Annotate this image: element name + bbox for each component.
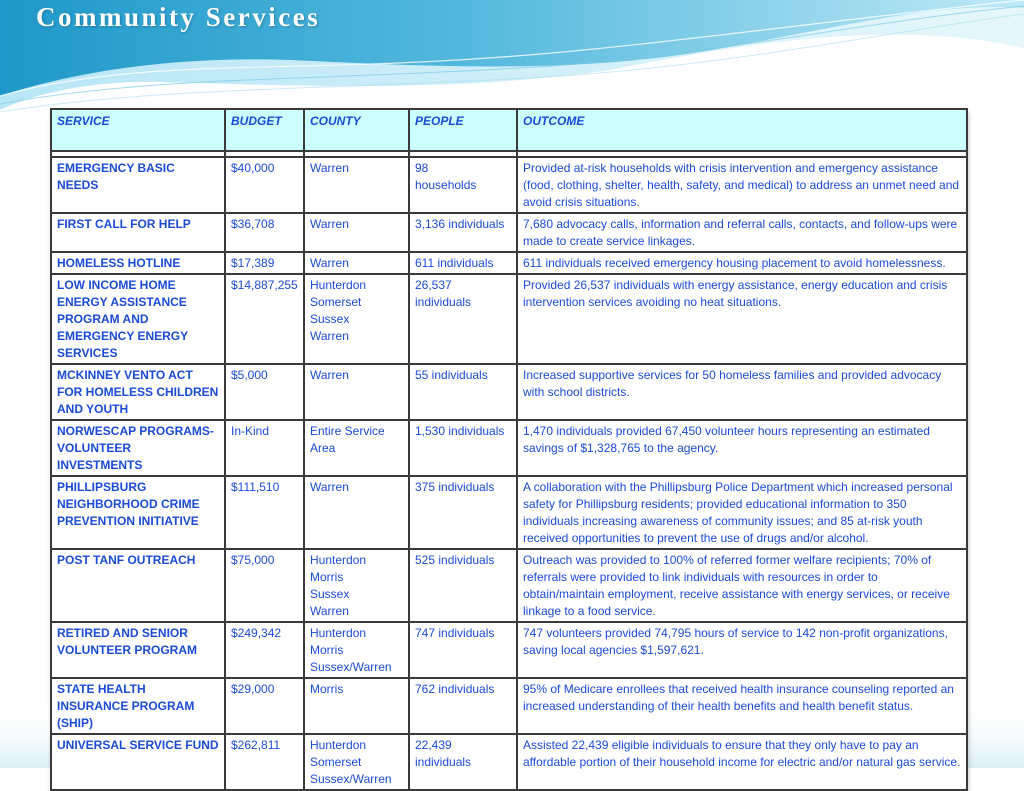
outcome-cell: Provided 26,537 individuals with energy assistance, energy education and crisis intervention services avoiding no heat situations. bbox=[517, 274, 967, 364]
table-row bbox=[51, 549, 967, 622]
county-cell: Warren bbox=[304, 213, 409, 252]
table-row bbox=[51, 157, 967, 213]
people-cell: 375 individuals bbox=[409, 476, 517, 549]
slide-title: Community Services bbox=[36, 2, 321, 32]
county-cell: Hunterdon Somerset Sussex/Warren bbox=[304, 734, 409, 790]
budget-cell: In-Kind bbox=[225, 420, 304, 476]
header-outcome: OUTCOME bbox=[517, 109, 967, 151]
budget-cell: $17,389 bbox=[225, 252, 304, 274]
services-table-container bbox=[50, 108, 966, 791]
budget-cell: $5,000 bbox=[225, 364, 304, 420]
outcome-cell: 1,470 individuals provided 67,450 volunteer hours representing an estimated savings of $1,328,765 to the agency. bbox=[517, 420, 967, 476]
service-cell: POST TANF OUTREACH bbox=[51, 549, 225, 622]
outcome-cell: Outreach was provided to 100% of referred former welfare recipients; 70% of referrals were provided to link individuals with resources in order to obtain/maintain employment, receive assistance with energy services, or receive linkage to a food service. bbox=[517, 549, 967, 622]
county-cell: Hunterdon Morris Sussex Warren bbox=[304, 549, 409, 622]
table-row bbox=[51, 274, 967, 364]
budget-cell: $111,510 bbox=[225, 476, 304, 549]
budget-cell: $249,342 bbox=[225, 622, 304, 678]
service-cell: LOW INCOME HOME ENERGY ASSISTANCE PROGRAM AND EMERGENCY ENERGY SERVICES bbox=[51, 274, 225, 364]
outcome-cell: Increased supportive services for 50 homeless families and provided advocacy with school districts. bbox=[517, 364, 967, 420]
table-row bbox=[51, 213, 967, 252]
county-cell: Hunterdon Morris Sussex/Warren bbox=[304, 622, 409, 678]
budget-cell: $29,000 bbox=[225, 678, 304, 734]
county-cell: Morris bbox=[304, 678, 409, 734]
budget-cell: $262,811 bbox=[225, 734, 304, 790]
service-cell: PHILLIPSBURG NEIGHBORHOOD CRIME PREVENTION INITIATIVE bbox=[51, 476, 225, 549]
header-people: PEOPLE bbox=[409, 109, 517, 151]
people-cell: 3,136 individuals bbox=[409, 213, 517, 252]
budget-cell: $40,000 bbox=[225, 157, 304, 213]
budget-cell: $36,708 bbox=[225, 213, 304, 252]
people-cell: 525 individuals bbox=[409, 549, 517, 622]
outcome-cell: Provided at-risk households with crisis intervention and emergency assistance (food, clothing, shelter, health, safety, and medical) to address an unmet need and avoid crisis situations. bbox=[517, 157, 967, 213]
people-cell: 55 individuals bbox=[409, 364, 517, 420]
county-cell: Entire Service Area bbox=[304, 420, 409, 476]
table-row bbox=[51, 476, 967, 549]
county-cell: Warren bbox=[304, 157, 409, 213]
table-row bbox=[51, 678, 967, 734]
county-cell: Hunterdon Somerset Sussex Warren bbox=[304, 274, 409, 364]
header-county: COUNTY bbox=[304, 109, 409, 151]
people-cell: 611 individuals bbox=[409, 252, 517, 274]
service-cell: UNIVERSAL SERVICE FUND bbox=[51, 734, 225, 790]
service-cell: NORWESCAP PROGRAMS-VOLUNTEER INVESTMENTS bbox=[51, 420, 225, 476]
table-row bbox=[51, 420, 967, 476]
service-cell: HOMELESS HOTLINE bbox=[51, 252, 225, 274]
service-cell: MCKINNEY VENTO ACT FOR HOMELESS CHILDREN AND YOUTH bbox=[51, 364, 225, 420]
table-row bbox=[51, 734, 967, 790]
people-cell: 1,530 individuals bbox=[409, 420, 517, 476]
table-row bbox=[51, 364, 967, 420]
header-row bbox=[51, 109, 967, 151]
people-cell: 747 individuals bbox=[409, 622, 517, 678]
outcome-cell: Assisted 22,439 eligible individuals to ensure that they only have to pay an affordable portion of their household income for electric and/or natural gas service. bbox=[517, 734, 967, 790]
header-budget: BUDGET bbox=[225, 109, 304, 151]
people-cell: 26,537 individuals bbox=[409, 274, 517, 364]
people-cell: 22,439 individuals bbox=[409, 734, 517, 790]
header-service: SERVICE bbox=[51, 109, 225, 151]
outcome-cell: 611 individuals received emergency housing placement to avoid homelessness. bbox=[517, 252, 967, 274]
budget-cell: $75,000 bbox=[225, 549, 304, 622]
service-cell: RETIRED AND SENIOR VOLUNTEER PROGRAM bbox=[51, 622, 225, 678]
outcome-cell: 95% of Medicare enrollees that received health insurance counseling reported an increased understanding of their health benefits and health benefit status. bbox=[517, 678, 967, 734]
outcome-cell: A collaboration with the Phillipsburg Police Department which increased personal safety for Phillipsburg residents; provided educational information to 350 individuals increasing awareness of community issues; and 85 at-risk youth received opportunities to prevent the use of drugs and/or alcohol. bbox=[517, 476, 967, 549]
service-cell: STATE HEALTH INSURANCE PROGRAM (SHIP) bbox=[51, 678, 225, 734]
budget-cell: $14,887,255 bbox=[225, 274, 304, 364]
table-body bbox=[51, 157, 967, 790]
county-cell: Warren bbox=[304, 252, 409, 274]
outcome-cell: 7,680 advocacy calls, information and referral calls, contacts, and follow-ups were made to create service linkages. bbox=[517, 213, 967, 252]
table-row bbox=[51, 252, 967, 274]
service-cell: EMERGENCY BASIC NEEDS bbox=[51, 157, 225, 213]
table-row bbox=[51, 622, 967, 678]
county-cell: Warren bbox=[304, 476, 409, 549]
people-cell: 98 households bbox=[409, 157, 517, 213]
people-cell: 762 individuals bbox=[409, 678, 517, 734]
services-table bbox=[50, 108, 968, 791]
service-cell: FIRST CALL FOR HELP bbox=[51, 213, 225, 252]
outcome-cell: 747 volunteers provided 74,795 hours of service to 142 non-profit organizations, saving local agencies $1,597,621. bbox=[517, 622, 967, 678]
county-cell: Warren bbox=[304, 364, 409, 420]
table-header bbox=[51, 109, 967, 157]
